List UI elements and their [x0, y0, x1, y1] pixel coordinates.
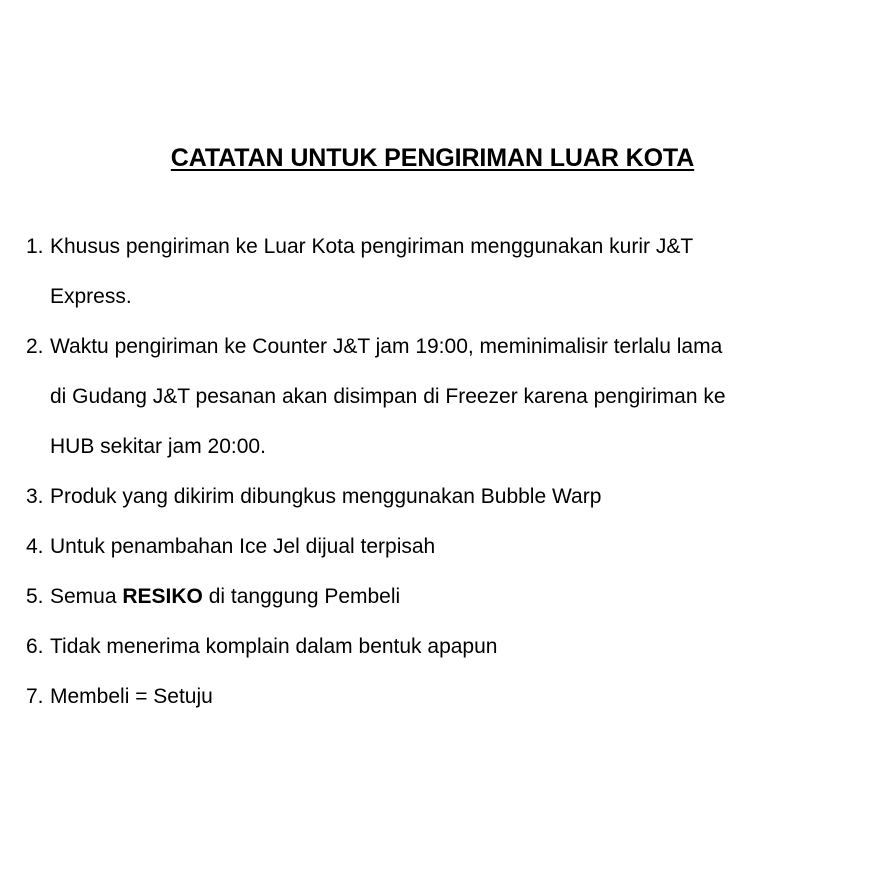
- list-item: [26, 672, 866, 722]
- list-item-line: Express.: [50, 285, 132, 308]
- page-title: CATATAN UNTUK PENGIRIMAN LUAR KOTA: [170, 144, 695, 172]
- list-item-text: Tidak menerima komplain dalam bentuk apapun: [50, 635, 498, 658]
- list-item-number: 7.: [26, 685, 44, 708]
- list-item-text: Untuk penambahan Ice Jel dijual terpisah: [50, 535, 436, 558]
- list-item-text-after: di tanggung Pembeli: [202, 585, 401, 608]
- list-item-line: Khusus pengiriman ke Luar Kota pengiriman menggunakan kurir J&T: [50, 235, 694, 258]
- list-item-text: [50, 322, 866, 472]
- list-item-text: [50, 222, 866, 322]
- list-item-number: 6.: [26, 635, 44, 658]
- list-item: [26, 622, 866, 672]
- list-item-text: Produk yang dikirim dibungkus menggunakan Bubble Warp: [50, 485, 602, 508]
- list-item: [26, 472, 866, 522]
- list-item: [26, 522, 866, 572]
- list-item-text: [50, 572, 866, 622]
- list-item-line: Waktu pengiriman ke Counter J&T jam 19:00, meminimalisir terlalu lama: [50, 335, 723, 358]
- list-item-number: 3.: [26, 485, 44, 508]
- risk-emphasis: RESIKO: [122, 585, 203, 608]
- list-item: [26, 222, 866, 322]
- list-item-text: Membeli = Setuju: [50, 685, 213, 708]
- list-item-number: 5.: [26, 585, 44, 608]
- list-item-number: 1.: [26, 235, 44, 258]
- list-item-number: 4.: [26, 535, 44, 558]
- list-item-number: 2.: [26, 335, 44, 358]
- list-item-line: HUB sekitar jam 20:00.: [50, 435, 266, 458]
- list-item: [26, 322, 866, 472]
- list-item: [26, 572, 866, 622]
- list-item-text-before: Semua: [50, 585, 123, 608]
- notes-list: [26, 222, 866, 722]
- list-item-line: di Gudang J&T pesanan akan disimpan di Freezer karena pengiriman ke: [50, 385, 726, 408]
